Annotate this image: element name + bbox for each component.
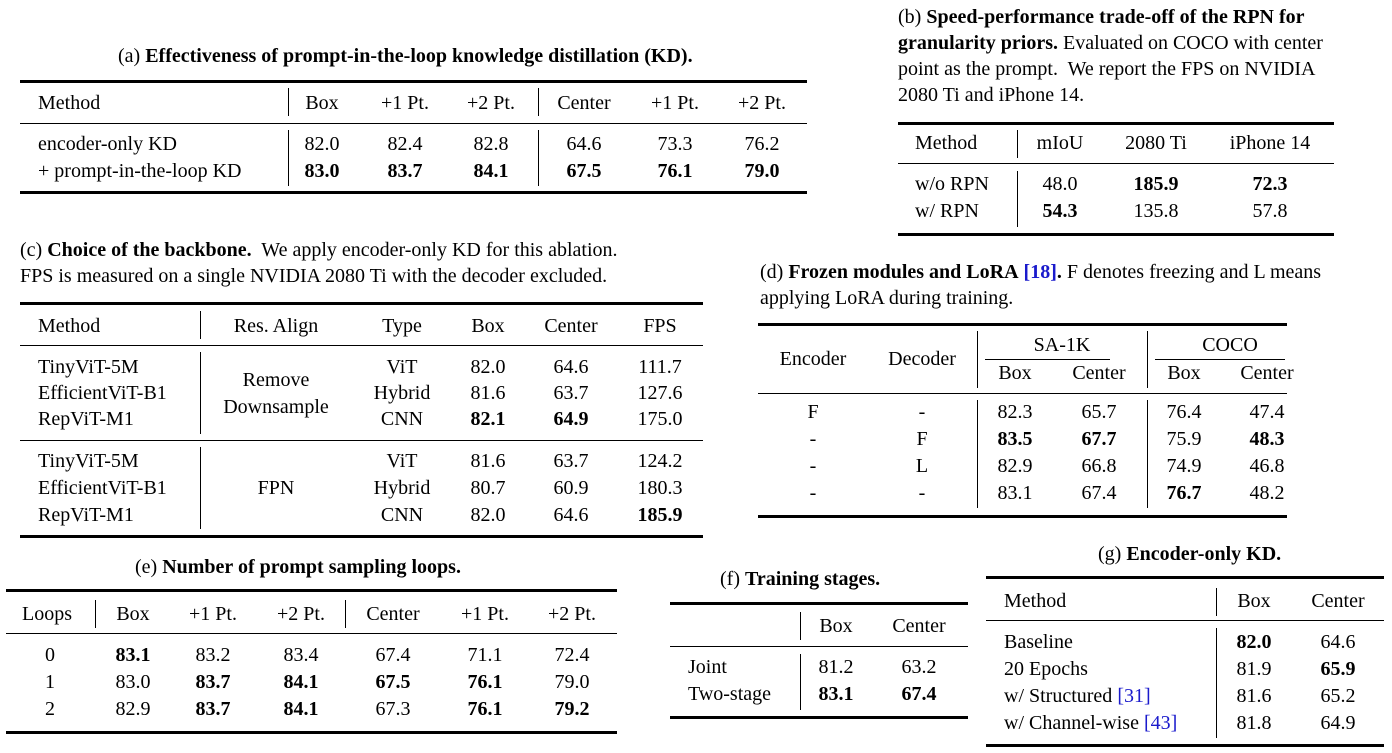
table-cell: 83.0 xyxy=(115,671,151,693)
table-cell: 83.7 xyxy=(195,698,231,720)
table-cell: 82.0 xyxy=(1236,631,1272,653)
table-cell: 82.9 xyxy=(115,698,151,720)
table-cell: 82.4 xyxy=(387,133,423,155)
table-cell: w/ RPN xyxy=(915,200,979,222)
table-g-caption: (g) Encoder-only KD. xyxy=(1098,543,1282,565)
header-plus1: +1 Pt. xyxy=(189,603,237,625)
table-cell: ViT xyxy=(386,450,418,472)
table-cell: 82.9 xyxy=(997,455,1033,477)
table-cell: 67.4 xyxy=(375,644,411,666)
table-cell: 63.7 xyxy=(553,450,589,472)
table-cell: 67.3 xyxy=(375,698,411,720)
header-box: Box xyxy=(116,603,150,625)
header-box: Box xyxy=(998,362,1032,384)
table-cell: 64.6 xyxy=(566,133,602,155)
header-coco: COCO xyxy=(1202,334,1258,356)
header-box: Box xyxy=(1237,590,1271,612)
table-b-caption: (b) Speed-performance trade-off of the RPN for granularity priors. Evaluated on COCO with center point as the prompt. We report the FPS on NVIDIA 2080 Ti and iPhone 14. xyxy=(898,6,1323,106)
table-cell: 185.9 xyxy=(1133,173,1179,195)
table-cell: TinyViT-5M xyxy=(38,356,139,378)
table-cell: 180.3 xyxy=(637,477,683,499)
table-cell: 47.4 xyxy=(1249,401,1285,423)
table-cell: - xyxy=(809,455,817,477)
table-cell: 79.2 xyxy=(554,698,590,720)
table-cell: 54.3 xyxy=(1042,200,1078,222)
header-plus2: +2 Pt. xyxy=(467,92,515,114)
table-cell: ViT xyxy=(386,356,418,378)
table-cell: 71.1 xyxy=(467,644,503,666)
table-cell: EfficientViT-B1 xyxy=(38,382,167,404)
table-d-caption: (d) Frozen modules and LoRA [18]. F denotes freezing and L means applying LoRA during training. xyxy=(760,261,1322,309)
table-cell: 67.5 xyxy=(375,671,411,693)
table-cell: 82.1 xyxy=(470,408,506,430)
header-plus1: +1 Pt. xyxy=(381,92,429,114)
table-cell: - xyxy=(918,482,926,504)
table-cell: 111.7 xyxy=(638,356,682,378)
table-cell: Hybrid xyxy=(373,382,431,404)
table-cell: 81.6 xyxy=(1236,685,1272,707)
header-plus2: +2 Pt. xyxy=(277,603,325,625)
header-type: Type xyxy=(382,315,422,337)
table-cell: - xyxy=(918,401,926,423)
table-cell: 72.3 xyxy=(1252,173,1288,195)
table-cell: 83.5 xyxy=(997,428,1033,450)
table-cell: 2 xyxy=(45,698,55,720)
table-cell: 82.0 xyxy=(304,133,340,155)
header-center: Center xyxy=(1072,362,1126,384)
table-cell: 76.4 xyxy=(1166,401,1202,423)
res-align-remove: Remove xyxy=(242,369,310,391)
table-cell: 81.2 xyxy=(818,656,854,678)
table-cell: TinyViT-5M xyxy=(38,450,139,472)
header-2080ti: 2080 Ti xyxy=(1125,132,1187,154)
table-cell: w/ Channel-wise [43] xyxy=(1004,712,1178,734)
table-cell: CNN xyxy=(380,408,424,430)
header-miou: mIoU xyxy=(1036,132,1084,154)
table-cell: 84.1 xyxy=(473,160,509,182)
table-cell: 80.7 xyxy=(470,477,506,499)
table-cell: + prompt-in-the-loop KD xyxy=(38,160,242,182)
citation-link[interactable]: [18] xyxy=(1023,261,1057,283)
table-cell: 84.1 xyxy=(283,698,319,720)
header-center: Center xyxy=(1240,362,1294,384)
header-center-plus1: +1 Pt. xyxy=(461,603,509,625)
table-cell: 20 Epochs xyxy=(1004,658,1088,680)
table-cell: 76.7 xyxy=(1166,482,1202,504)
table-f-caption: (f) Training stages. xyxy=(720,568,881,590)
table-cell: 60.9 xyxy=(553,477,589,499)
table-cell: Hybrid xyxy=(373,477,431,499)
table-cell: 82.0 xyxy=(470,356,506,378)
header-center: Center xyxy=(366,603,420,625)
table-cell: 83.1 xyxy=(115,644,151,666)
table-cell: 46.8 xyxy=(1249,455,1285,477)
citation-link[interactable]: [31] xyxy=(1117,685,1151,707)
table-cell: 83.4 xyxy=(283,644,319,666)
header-decoder: Decoder xyxy=(888,348,956,370)
table-cell: 82.0 xyxy=(470,504,506,526)
table-cell: 67.5 xyxy=(566,160,602,182)
header-method: Method xyxy=(915,132,978,154)
table-cell: 82.8 xyxy=(473,133,509,155)
table-cell: 83.1 xyxy=(818,683,854,705)
res-align-fpn: FPN xyxy=(257,477,295,499)
table-cell: 65.2 xyxy=(1320,685,1356,707)
table-cell: - xyxy=(809,482,817,504)
header-center: Center xyxy=(557,92,611,114)
table-cell: 63.7 xyxy=(553,382,589,404)
table-cell: 83.7 xyxy=(387,160,423,182)
header-center-plus2: +2 Pt. xyxy=(548,603,596,625)
table-cell: 84.1 xyxy=(283,671,319,693)
res-align-downsample: Downsample xyxy=(223,396,329,418)
table-cell: L xyxy=(915,455,929,477)
header-method: Method xyxy=(38,92,101,114)
table-cell: 64.9 xyxy=(553,408,589,430)
table-cell: 63.2 xyxy=(901,656,937,678)
table-cell: 75.9 xyxy=(1166,428,1202,450)
table-cell: Joint xyxy=(688,656,727,678)
table-cell: 67.4 xyxy=(1081,482,1117,504)
table-cell: 76.1 xyxy=(657,160,693,182)
table-cell: 76.1 xyxy=(467,698,503,720)
header-center: Center xyxy=(544,315,598,337)
table-cell: 185.9 xyxy=(637,504,683,526)
table-cell: 67.4 xyxy=(901,683,937,705)
table-cell: 81.9 xyxy=(1236,658,1272,680)
header-center-plus2: +2 Pt. xyxy=(738,92,786,114)
header-loops: Loops xyxy=(22,603,72,625)
table-cell: 72.4 xyxy=(554,644,590,666)
table-cell: w/o RPN xyxy=(915,173,989,195)
table-e-caption: (e) Number of prompt sampling loops. xyxy=(135,556,461,578)
header-method: Method xyxy=(38,315,101,337)
table-cell: F xyxy=(807,401,819,423)
table-cell: 74.9 xyxy=(1166,455,1202,477)
table-cell: 57.8 xyxy=(1252,200,1288,222)
table-cell: 83.1 xyxy=(997,482,1033,504)
table-cell: 83.0 xyxy=(304,160,340,182)
table-cell: 83.2 xyxy=(195,644,231,666)
header-box: Box xyxy=(471,315,505,337)
table-cell: 64.6 xyxy=(1320,631,1356,653)
table-cell: 66.8 xyxy=(1081,455,1117,477)
table-cell: 124.2 xyxy=(637,450,683,472)
table-cell: CNN xyxy=(380,504,424,526)
table-cell: 83.7 xyxy=(195,671,231,693)
table-cell: - xyxy=(809,428,817,450)
table-cell: 82.3 xyxy=(997,401,1033,423)
table-cell: 73.3 xyxy=(657,133,693,155)
table-cell: 67.7 xyxy=(1081,428,1117,450)
header-res-align: Res. Align xyxy=(233,315,319,337)
table-cell: 76.1 xyxy=(467,671,503,693)
table-cell: F xyxy=(916,428,928,450)
citation-link[interactable]: [43] xyxy=(1143,712,1178,734)
table-cell: 81.8 xyxy=(1236,712,1272,734)
header-encoder: Encoder xyxy=(779,348,847,370)
table-cell: RepViT-M1 xyxy=(38,504,134,526)
header-box: Box xyxy=(305,92,339,114)
table-cell: 1 xyxy=(45,671,55,693)
table-cell: 81.6 xyxy=(470,450,506,472)
table-cell: EfficientViT-B1 xyxy=(38,477,167,499)
header-center-plus1: +1 Pt. xyxy=(651,92,699,114)
header-iphone14: iPhone 14 xyxy=(1229,132,1311,154)
table-cell: 79.0 xyxy=(744,160,780,182)
table-cell: encoder-only KD xyxy=(38,133,177,155)
table-cell: 135.8 xyxy=(1133,200,1179,222)
table-cell: 48.3 xyxy=(1249,428,1285,450)
table-cell: 0 xyxy=(45,644,55,666)
table-cell: 48.0 xyxy=(1042,173,1078,195)
table-cell: 64.6 xyxy=(553,356,589,378)
table-cell: Baseline xyxy=(1004,631,1073,653)
table-cell: w/ Structured [31] xyxy=(1004,685,1151,707)
table-cell: Two-stage xyxy=(688,683,772,705)
table-c-caption: (c) Choice of the backbone. We apply encoder-only KD for this ablation. FPS is measured on a single NVIDIA 2080 Ti with the decoder excluded. xyxy=(20,239,618,287)
table-cell: 79.0 xyxy=(554,671,590,693)
header-center: Center xyxy=(892,615,946,637)
table-cell: 64.6 xyxy=(553,504,589,526)
table-cell: 127.6 xyxy=(637,382,683,404)
header-method: Method xyxy=(1004,590,1067,612)
table-cell: 48.2 xyxy=(1249,482,1285,504)
header-sa1k: SA-1K xyxy=(1033,334,1091,356)
table-cell: 64.9 xyxy=(1320,712,1356,734)
table-cell: 65.9 xyxy=(1320,658,1356,680)
header-center: Center xyxy=(1311,590,1365,612)
table-a-caption: (a) Effectiveness of prompt-in-the-loop knowledge distillation (KD). xyxy=(118,45,693,67)
table-cell: 65.7 xyxy=(1081,401,1117,423)
table-cell: 175.0 xyxy=(637,408,683,430)
header-fps: FPS xyxy=(643,315,677,337)
table-cell: RepViT-M1 xyxy=(38,408,134,430)
table-cell: 81.6 xyxy=(470,382,506,404)
header-box: Box xyxy=(1167,362,1201,384)
header-box: Box xyxy=(819,615,853,637)
table-cell: 76.2 xyxy=(744,133,780,155)
